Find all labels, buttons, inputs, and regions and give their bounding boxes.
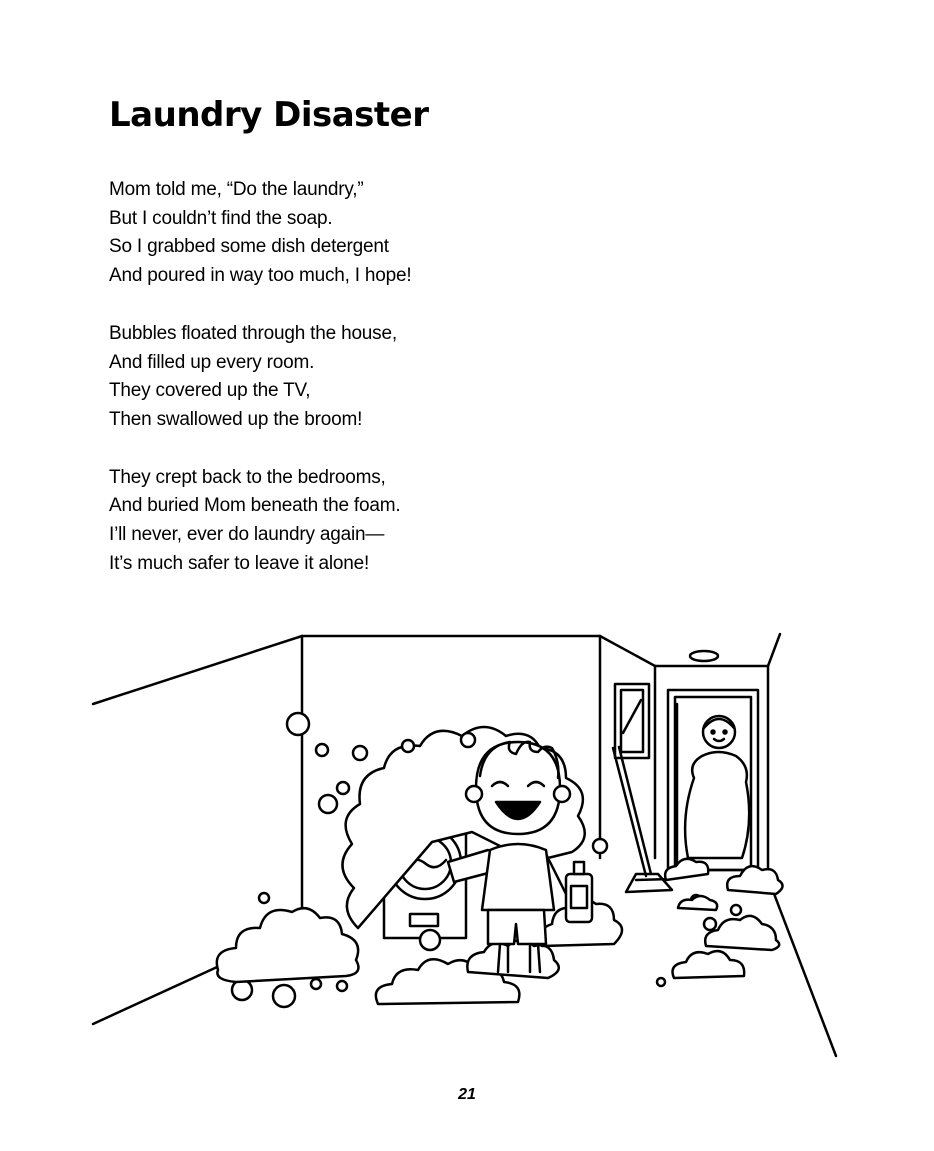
poem-line: So I grabbed some dish detergent xyxy=(109,236,389,258)
poem-line: They covered up the TV, xyxy=(109,380,311,402)
laundry-room-illustration xyxy=(88,628,848,1064)
poem-line: Then swallowed up the broom! xyxy=(109,408,363,430)
poem-line: Mom told me, “Do the laundry,” xyxy=(109,179,364,200)
poem-line: They crept back to the bedrooms, xyxy=(109,466,386,488)
stanza xyxy=(109,464,411,579)
stanza xyxy=(109,176,411,291)
poem-line: And filled up every room. xyxy=(109,351,315,373)
poem-line: And poured in way too much, I hope! xyxy=(109,265,412,287)
poem-line: It’s much safer to leave it alone! xyxy=(109,552,370,574)
detergent-bottle-icon xyxy=(566,862,592,922)
stanza xyxy=(109,320,411,435)
poem-line: And buried Mom beneath the foam. xyxy=(109,495,401,517)
mom-in-foam-icon xyxy=(685,716,749,858)
poem-line: I’ll never, ever do laundry again— xyxy=(109,524,385,546)
ceiling-light-icon xyxy=(690,651,718,661)
broom-icon xyxy=(613,747,672,892)
page-number: 21 xyxy=(458,1086,476,1103)
poem-title: Laundry Disaster xyxy=(109,95,429,135)
poem-body xyxy=(109,176,411,607)
poem-line: Bubbles floated through the house, xyxy=(109,322,397,344)
poem-line: But I couldn’t find the soap. xyxy=(109,207,333,229)
